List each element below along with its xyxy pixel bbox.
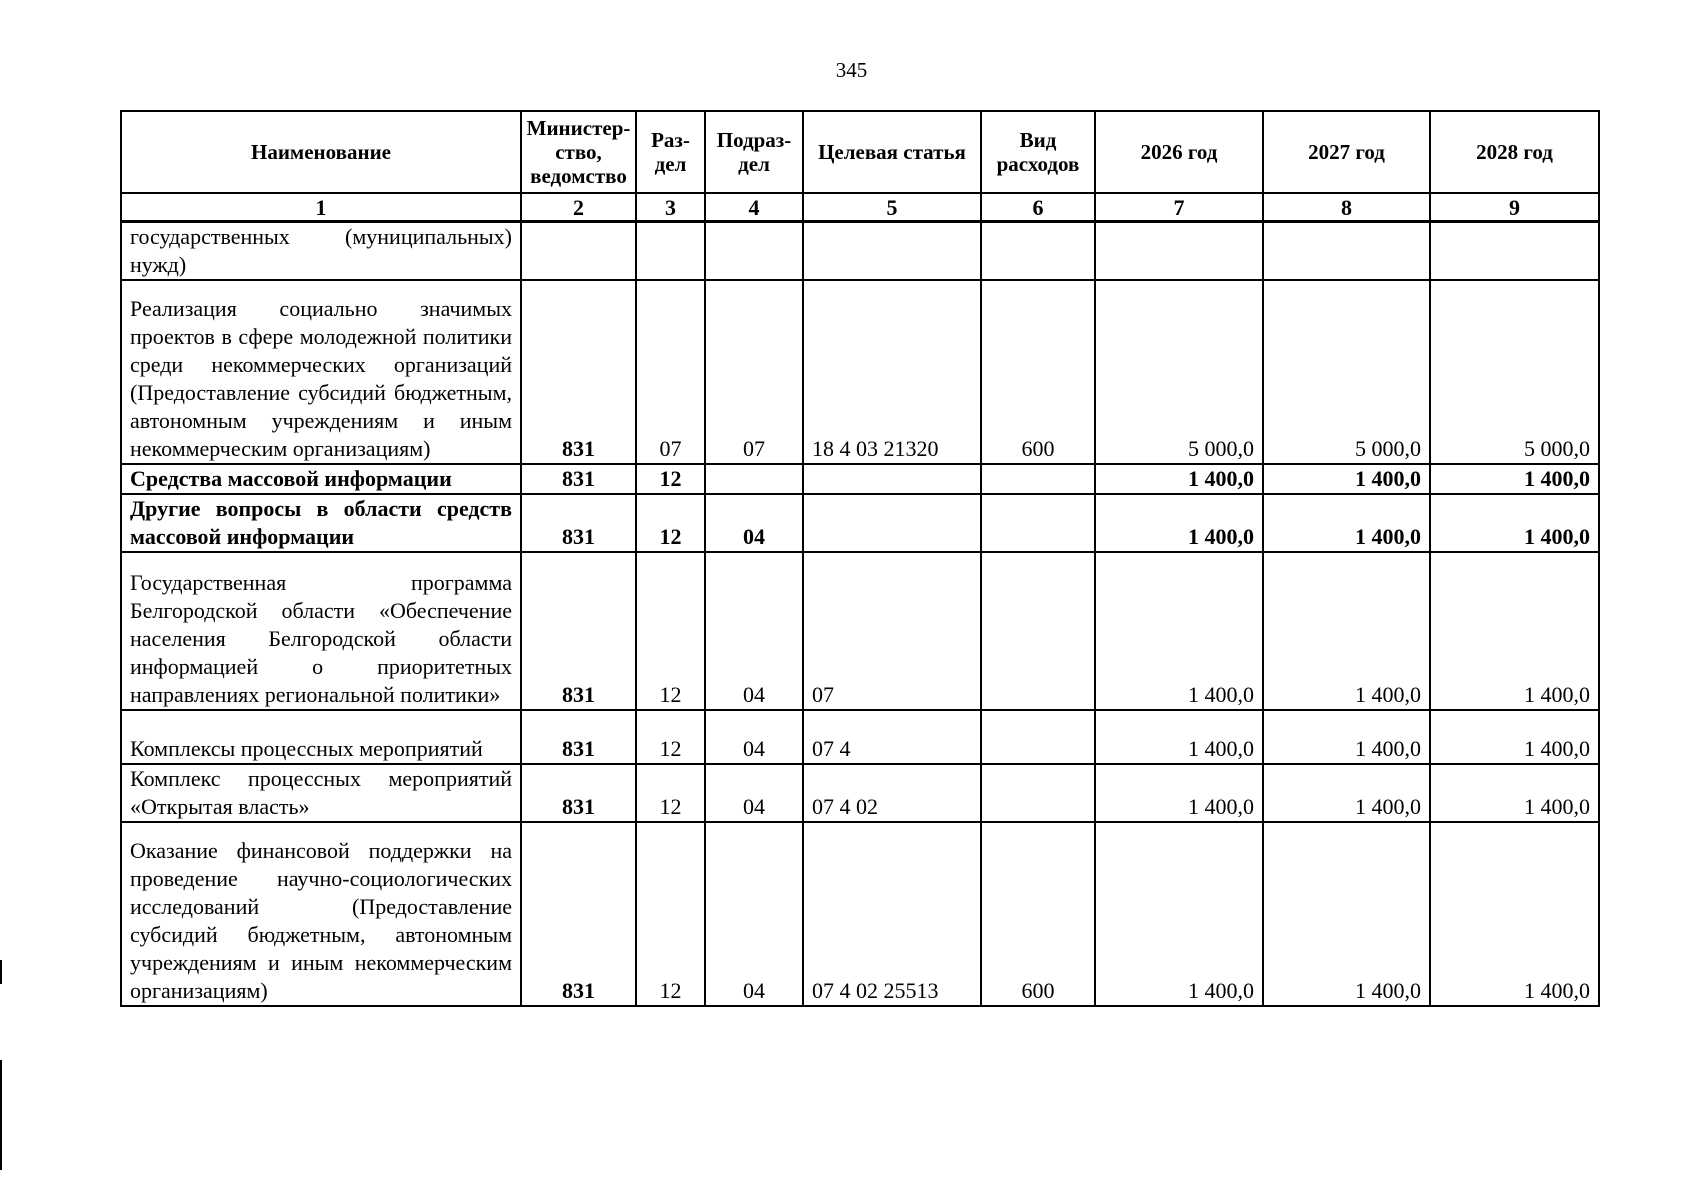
row-expense-type <box>981 764 1095 822</box>
row-expense-type: 600 <box>981 280 1095 464</box>
header-row <box>121 111 1599 193</box>
row-value-2026 <box>1095 222 1263 281</box>
row-target: 18 4 03 21320 <box>803 280 981 464</box>
table-row <box>121 464 1599 494</box>
row-value-2026: 1 400,0 <box>1095 822 1263 1006</box>
row-section <box>636 222 705 281</box>
row-subsection: 07 <box>705 280 803 464</box>
header-2027: 2027 год <box>1263 111 1430 193</box>
row-value-2027: 1 400,0 <box>1263 464 1430 494</box>
row-target <box>803 464 981 494</box>
column-number: 9 <box>1430 193 1599 222</box>
row-value-2028 <box>1430 222 1599 281</box>
row-target: 07 4 02 25513 <box>803 822 981 1006</box>
table-row <box>121 710 1599 764</box>
table-row <box>121 280 1599 464</box>
table-row <box>121 764 1599 822</box>
row-value-2027 <box>1263 222 1430 281</box>
row-value-2027: 5 000,0 <box>1263 280 1430 464</box>
row-target: 07 4 <box>803 710 981 764</box>
row-section: 12 <box>636 764 705 822</box>
row-ministry: 831 <box>521 280 636 464</box>
row-expense-type: 600 <box>981 822 1095 1006</box>
row-value-2028: 1 400,0 <box>1430 710 1599 764</box>
row-value-2028: 1 400,0 <box>1430 822 1599 1006</box>
table-row <box>121 822 1599 1006</box>
header-expense-type: Вид расходов <box>981 111 1095 193</box>
row-section: 07 <box>636 280 705 464</box>
header-section: Раз-дел <box>636 111 705 193</box>
header-ministry: Министер-ство, ведомство <box>521 111 636 193</box>
column-number-row <box>121 193 1599 222</box>
table-row <box>121 552 1599 710</box>
row-expense-type <box>981 464 1095 494</box>
row-subsection <box>705 222 803 281</box>
column-number: 2 <box>521 193 636 222</box>
row-value-2027: 1 400,0 <box>1263 822 1430 1006</box>
column-number: 6 <box>981 193 1095 222</box>
table-row <box>121 494 1599 552</box>
row-value-2028: 1 400,0 <box>1430 764 1599 822</box>
row-subsection: 04 <box>705 764 803 822</box>
row-value-2026: 1 400,0 <box>1095 552 1263 710</box>
column-number: 5 <box>803 193 981 222</box>
row-ministry <box>521 222 636 281</box>
row-name: Государственная программа Белгородской области «Обеспечение населения Белгородской области информацией о приоритетных направлениях региональной политики» <box>121 552 521 710</box>
row-ministry: 831 <box>521 764 636 822</box>
row-subsection: 04 <box>705 710 803 764</box>
row-name: Комплекс процессных мероприятий «Открытая власть» <box>121 764 521 822</box>
row-subsection: 04 <box>705 552 803 710</box>
row-name: государственных (муниципальных) нужд) <box>121 222 521 281</box>
row-ministry: 831 <box>521 710 636 764</box>
row-section: 12 <box>636 822 705 1006</box>
row-name: Оказание финансовой поддержки на проведение научно-социологических исследований (Предоставление субсидий бюджетным, автономным учреждениям и иным некоммерческим организациям) <box>121 822 521 1006</box>
row-value-2028: 1 400,0 <box>1430 464 1599 494</box>
header-target: Целевая статья <box>803 111 981 193</box>
header-2026: 2026 год <box>1095 111 1263 193</box>
column-number: 1 <box>121 193 521 222</box>
row-expense-type <box>981 710 1095 764</box>
row-section: 12 <box>636 710 705 764</box>
table-row <box>121 222 1599 281</box>
row-value-2027: 1 400,0 <box>1263 710 1430 764</box>
row-value-2026: 1 400,0 <box>1095 710 1263 764</box>
scan-edge-mark <box>0 1060 2 1170</box>
row-ministry: 831 <box>521 552 636 710</box>
row-value-2027: 1 400,0 <box>1263 552 1430 710</box>
column-number: 8 <box>1263 193 1430 222</box>
row-value-2027: 1 400,0 <box>1263 764 1430 822</box>
row-ministry: 831 <box>521 464 636 494</box>
row-expense-type <box>981 552 1095 710</box>
row-name: Другие вопросы в области средств массовой информации <box>121 494 521 552</box>
row-section: 12 <box>636 552 705 710</box>
row-target <box>803 222 981 281</box>
row-value-2028: 1 400,0 <box>1430 494 1599 552</box>
row-value-2026: 1 400,0 <box>1095 764 1263 822</box>
row-value-2026: 1 400,0 <box>1095 494 1263 552</box>
budget-table <box>120 110 1600 1007</box>
row-value-2027: 1 400,0 <box>1263 494 1430 552</box>
row-ministry: 831 <box>521 822 636 1006</box>
row-value-2026: 5 000,0 <box>1095 280 1263 464</box>
column-number: 7 <box>1095 193 1263 222</box>
row-expense-type <box>981 494 1095 552</box>
row-value-2026: 1 400,0 <box>1095 464 1263 494</box>
row-ministry: 831 <box>521 494 636 552</box>
row-expense-type <box>981 222 1095 281</box>
column-number: 4 <box>705 193 803 222</box>
row-subsection: 04 <box>705 494 803 552</box>
header-2028: 2028 год <box>1430 111 1599 193</box>
row-name: Реализация социально значимых проектов в сфере молодежной политики среди некоммерческих организаций (Предоставление субсидий бюджетным, автономным учреждениям и иным некоммерческим организациям) <box>121 280 521 464</box>
header-subsection: Подраз-дел <box>705 111 803 193</box>
row-target: 07 4 02 <box>803 764 981 822</box>
row-subsection: 04 <box>705 822 803 1006</box>
row-name: Средства массовой информации <box>121 464 521 494</box>
row-subsection <box>705 464 803 494</box>
page-number: 345 <box>835 58 868 82</box>
row-section: 12 <box>636 494 705 552</box>
row-section: 12 <box>636 464 705 494</box>
row-value-2028: 5 000,0 <box>1430 280 1599 464</box>
scan-edge-mark <box>0 960 2 984</box>
row-target <box>803 494 981 552</box>
column-number: 3 <box>636 193 705 222</box>
row-name: Комплексы процессных мероприятий <box>121 710 521 764</box>
row-value-2028: 1 400,0 <box>1430 552 1599 710</box>
row-target: 07 <box>803 552 981 710</box>
header-name: Наименование <box>121 111 521 193</box>
